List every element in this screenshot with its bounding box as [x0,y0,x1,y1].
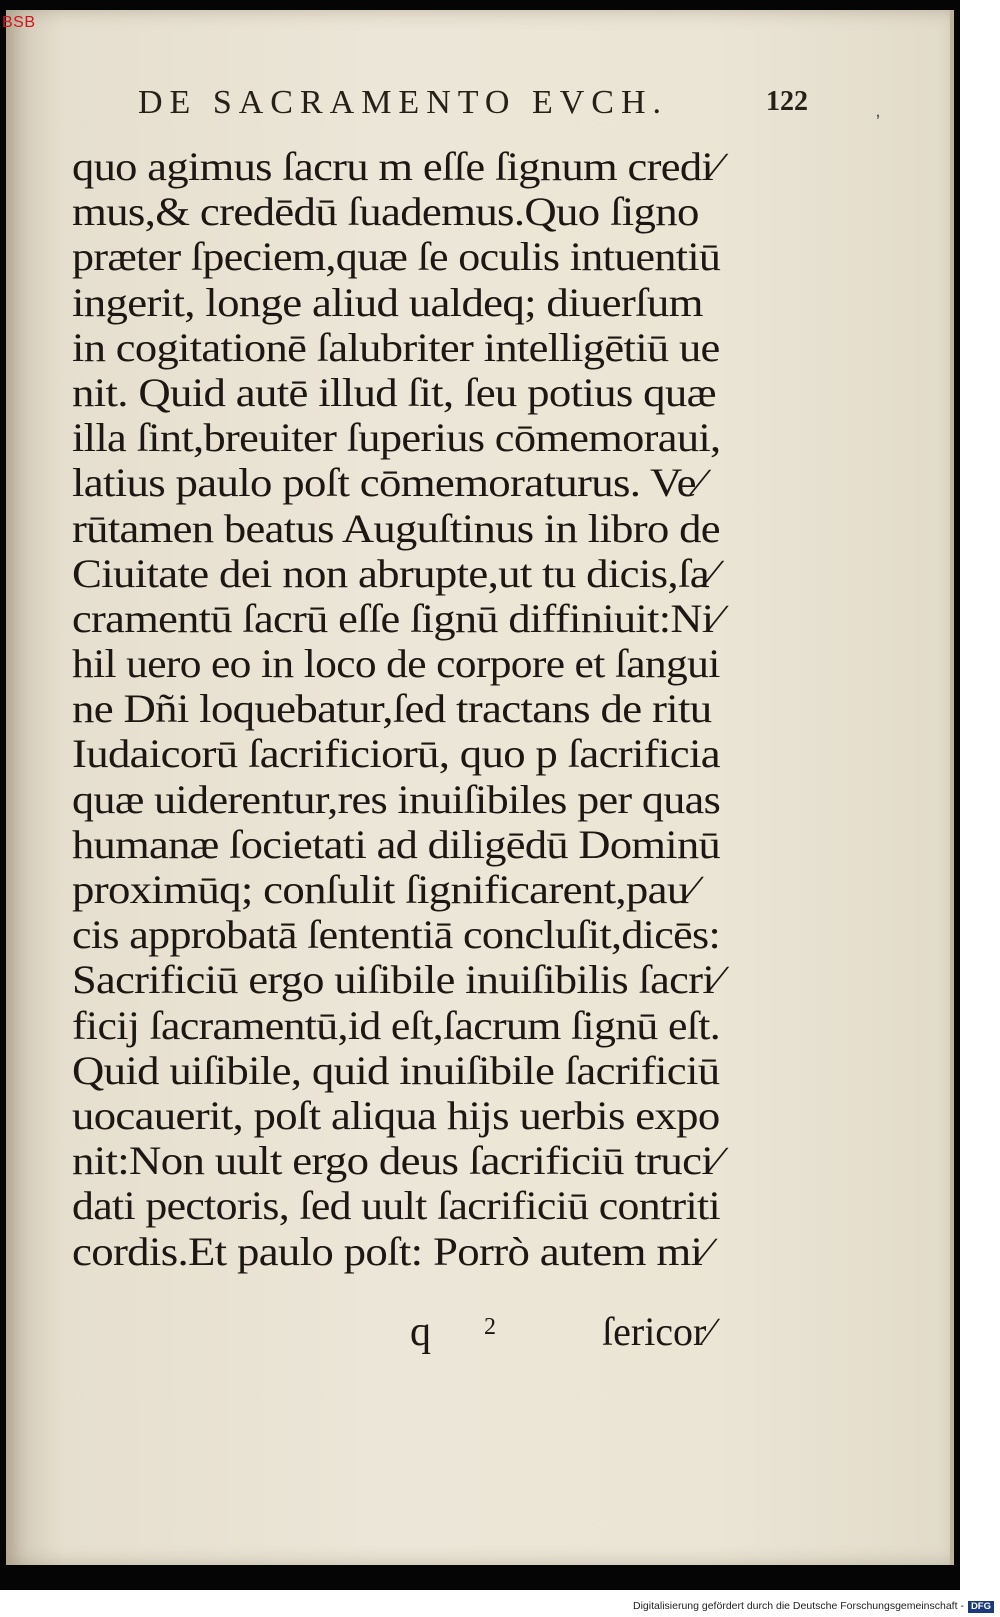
text-line: uocauerit, poſt aliqua hijs uerbis expo [72,1092,720,1138]
text-line: cis approbatā ſententiā concluſit,dicēs: [72,912,721,958]
page-number: 122 [766,86,808,117]
dfg-logo: DFG [968,1601,994,1613]
text-line: Iudaicorū ſacrificiorū, quo p ſacrificia [72,731,720,777]
body-text [72,144,772,1274]
text-line: nit. Quid autē illud ſit, ſeu potius quæ [72,369,716,415]
text-line: cordis.Et paulo poſt: Porrò autem mi∕ [72,1228,710,1274]
text-line: rūtamen beatus Auguſtinus in libro de [72,505,720,551]
bsb-logo: BSB [2,14,36,31]
signature-number: 2 [484,1314,496,1340]
text-line: nit:Non uult ergo deus ſacrificiū truci∕ [72,1138,720,1184]
text-line: præter ſpeciem,quæ ſe oculis intuentiū [72,234,721,280]
catchword: ſericor∕ [602,1309,714,1354]
text-line: dati pectoris, ſed uult ſacrificiū contriti [72,1183,721,1229]
text-line: Ciuitate dei non abrupte,ut tu dicis,ſa∕ [72,550,716,596]
text-line: illa ſint,breuiter ſuperius cōmemoraui, [72,415,721,461]
text-line: hil uero eo in loco de corpore et ſangui [72,641,720,687]
text-line: ficij ſacramentū,id eſt,ſacrum ſignū eſt. [72,1002,721,1048]
funding-credit-text: Digitalisierung gefördert durch die Deutsche Forschungsgemeinschaft - [633,1600,964,1612]
funding-credit [633,1600,994,1613]
text-line: proximūq; conſulit ſignificarent,pau∕ [72,867,696,912]
text-line: latius paulo poſt cōmemoraturus. Ve∕ [72,460,703,506]
signature-mark: q [410,1309,431,1355]
text-line: quæ uiderentur,res inuiſibiles per quas [72,776,721,822]
book-page [6,10,954,1565]
running-head: DE SACRAMENTO EVCH. [138,84,669,121]
text-line: quo agimus ſacru m eſſe ſignum credi∕ [72,144,720,189]
text-line: mus,& credēdū ſuademus.Quo ſigno [72,189,699,235]
margin-mark: ʼ [876,112,880,132]
text-line: Quid uiſibile, quid inuiſibile ſacrificiū [72,1047,720,1093]
text-line: Sacrificiū ergo uiſibile inuiſibilis ſacri∕ [72,957,721,1003]
text-line: cramentū ſacrū eſſe ſignū diffiniuit:Ni∕ [72,595,721,641]
text-line: humanæ ſocietati ad diligēdū Dominū [72,821,721,867]
text-line: ne Dñi loquebatur,ſed tractans de ritu [72,686,712,732]
text-line: ingerit, longe aliud ualdeq; diuerſum [72,279,703,325]
text-line: in cogitationē ſalubriter intelligētiū ue [72,324,720,370]
